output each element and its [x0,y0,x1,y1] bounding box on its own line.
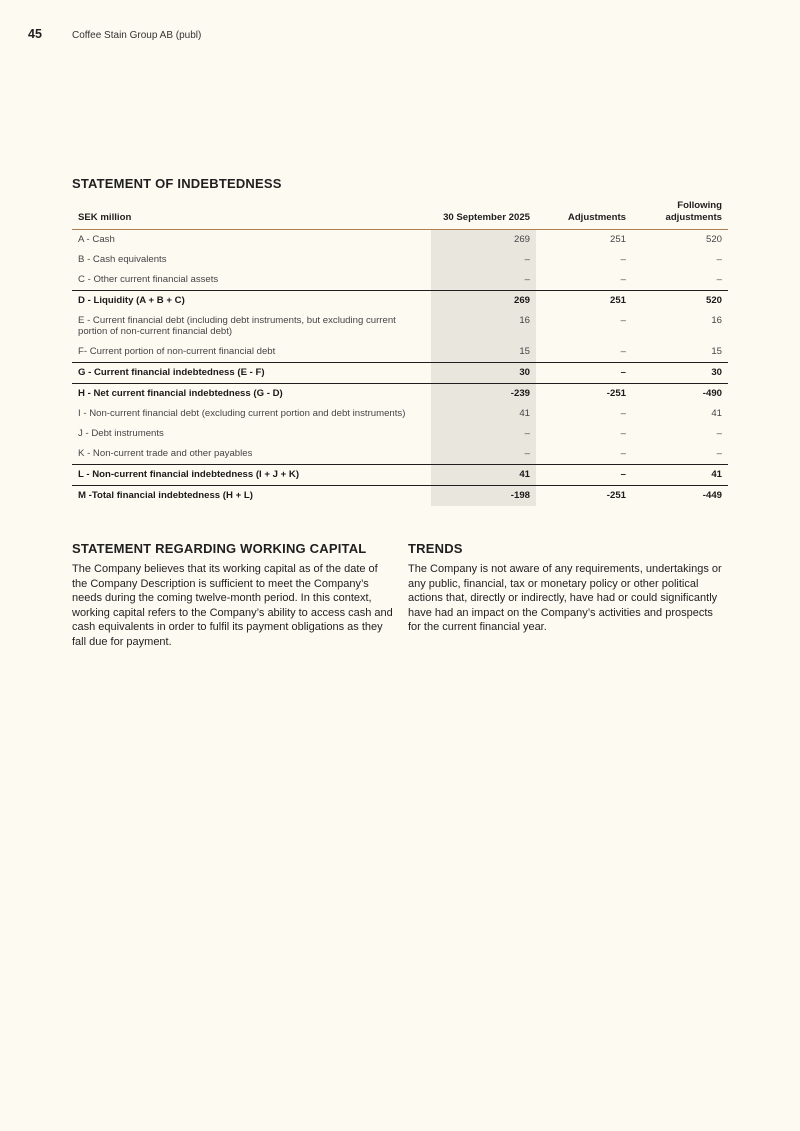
value-adjustments: – [536,465,632,486]
row-label: F- Current portion of non-current financial debt [78,346,276,357]
column-header-label: SEK million [78,212,132,223]
working-capital-section [72,541,394,650]
row-label: I - Non-current financial debt (excluding current portion and debt instruments) [78,408,406,419]
value-following: 520 [705,234,722,245]
value-period: 30 [431,363,536,384]
value-following: 41 [711,408,722,419]
value-adjustments: 251 [536,291,632,312]
row-label: E - Current financial debt (including debt instruments, but excluding current portion of non-current financial debt) [78,315,396,337]
value-following: 15 [711,346,722,357]
trends-section [408,541,728,635]
row-label: D - Liquidity (A + B + C) [72,291,431,312]
row-label: K - Non-current trade and other payables [78,448,253,459]
value-adjustments: – [620,428,626,439]
table-row [72,404,728,424]
table-row [72,384,728,405]
table-row [72,424,728,444]
page-number: 45 [28,27,42,41]
row-label: H - Net current financial indebtedness (G - D) [72,384,431,405]
value-following: 41 [632,465,728,486]
page-header [28,27,201,41]
table-row [72,270,728,291]
table-row [72,444,728,465]
value-following: – [716,428,722,439]
value-adjustments: -251 [536,384,632,405]
value-period: 269 [431,291,536,312]
table-row [72,230,728,251]
value-following: 520 [632,291,728,312]
table-row [72,311,728,342]
table-row [72,291,728,312]
company-name: Coffee Stain Group AB (publ) [72,30,202,41]
indebtedness-table [72,200,728,506]
value-following: – [716,274,722,285]
column-header-following: Following adjustments [665,200,722,223]
value-following: – [716,448,722,459]
value-adjustments: – [620,448,626,459]
value-following: 16 [711,315,722,326]
value-following: -490 [632,384,728,405]
value-period: 15 [431,342,536,363]
column-header-period: 30 September 2025 [443,212,530,223]
table-body [72,230,728,507]
value-period: -239 [431,384,536,405]
value-adjustments: – [620,274,626,285]
value-period: – [431,444,536,465]
value-adjustments: – [620,315,626,326]
value-adjustments: – [620,346,626,357]
table-header-row [72,200,728,230]
value-following: -449 [632,486,728,507]
table-row [72,486,728,507]
value-period: 269 [431,230,536,251]
table-row [72,342,728,363]
value-period: – [431,270,536,291]
value-following: 30 [632,363,728,384]
row-label: L - Non-current financial indebtedness (I + J + K) [72,465,431,486]
value-adjustments: -251 [536,486,632,507]
row-label: A - Cash [78,234,115,245]
table-row [72,363,728,384]
value-period: – [431,424,536,444]
value-adjustments: – [620,254,626,265]
row-label: G - Current financial indebtedness (E - F) [72,363,431,384]
value-adjustments: 251 [609,234,626,245]
trends-body: The Company is not aware of any requirements, undertakings or any public, financial, tax or monetary policy or other political actions that, directly or indirectly, have had or could significantly have had an impact on the Company’s activities and prospects for the current financial year. [408,563,722,634]
value-period: 41 [431,465,536,486]
working-capital-title: STATEMENT REGARDING WORKING CAPITAL [72,541,367,556]
row-label: M -Total financial indebtedness (H + L) [72,486,431,507]
trends-title: TRENDS [408,541,463,556]
value-period: 41 [431,404,536,424]
value-period: – [431,250,536,270]
row-label: J - Debt instruments [78,428,164,439]
table-row [72,250,728,270]
column-header-adjustments: Adjustments [567,212,626,223]
table-row [72,465,728,486]
value-adjustments: – [620,408,626,419]
row-label: C - Other current financial assets [78,274,219,285]
value-following: – [716,254,722,265]
indebtedness-title: STATEMENT OF INDEBTEDNESS [72,176,282,191]
value-adjustments: – [536,363,632,384]
working-capital-body: The Company believes that its working capital as of the date of the Company Description is sufficient to meet the Company’s needs during the coming twelve-month period. In this context, working capital refers to the Company’s ability to access cash and cash equivalents in order to fulfil its payment obligations as they fall due for payment. [72,563,393,648]
value-period: 16 [431,311,536,342]
value-period: -198 [431,486,536,507]
row-label: B - Cash equivalents [78,254,167,265]
